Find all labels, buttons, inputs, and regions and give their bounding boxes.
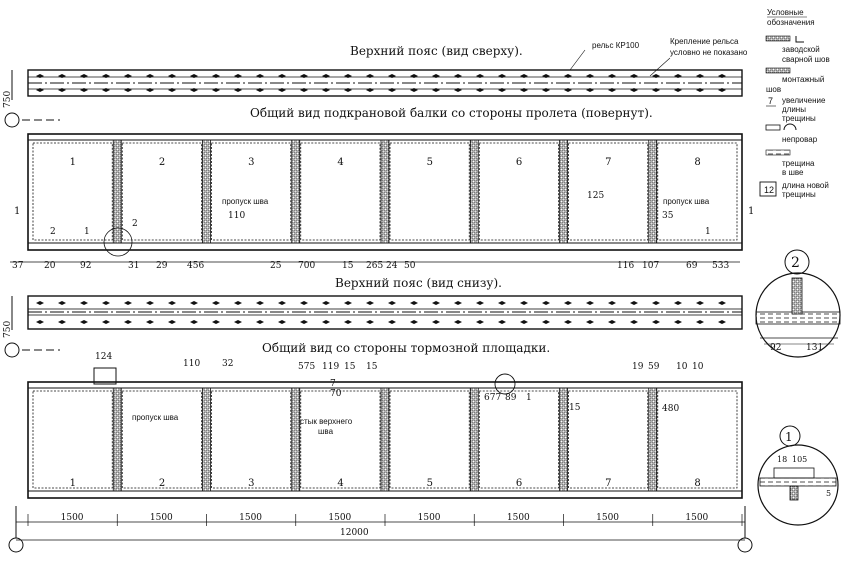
- span-bottom-dim: 116: [617, 261, 635, 271]
- side-dim-bottom: 750: [3, 320, 13, 338]
- brake-span-dim: 1500: [60, 513, 84, 523]
- span-bottom-dim: 31: [128, 261, 140, 271]
- brake-panel-6: 6: [515, 478, 523, 489]
- fastener: [190, 74, 198, 78]
- fastener: [542, 88, 550, 92]
- brake-panel-2: 2: [158, 478, 166, 489]
- legend-crack-2: в шве: [782, 168, 804, 177]
- stiffener: [649, 388, 657, 491]
- span-bottom-dim: 69: [686, 261, 698, 271]
- fastener: [58, 301, 66, 305]
- panel-weld-outline: [212, 391, 291, 488]
- brake-span-dim: 1500: [239, 513, 263, 523]
- rail-fastening-line1: Крепление рельса: [670, 37, 739, 46]
- stiffener: [292, 388, 300, 491]
- brake-top-dimensions: [95, 352, 704, 403]
- legend-factory-2: сварной шов: [782, 55, 830, 64]
- fastener: [80, 74, 88, 78]
- stiffener: [381, 388, 389, 491]
- brake-span-dim: 1500: [596, 513, 620, 523]
- fastener: [300, 320, 308, 324]
- fastener: [212, 320, 220, 324]
- brake-panels: [33, 388, 737, 491]
- bottom-dimension-lines: [16, 522, 745, 540]
- fastener: [564, 301, 572, 305]
- brake-panel-3: 3: [248, 478, 255, 489]
- span-crack-1b: 1: [705, 227, 711, 237]
- fastener: [388, 301, 396, 305]
- fastener: [124, 320, 132, 324]
- fastener: [388, 88, 396, 92]
- fastener: [300, 74, 308, 78]
- brake-dim-15: 15: [569, 403, 581, 413]
- fastener: [278, 74, 286, 78]
- brake-top-dim: 1: [526, 393, 532, 403]
- fastener: [278, 320, 286, 324]
- fastener: [608, 74, 616, 78]
- fastener: [520, 301, 528, 305]
- fastener: [410, 74, 418, 78]
- fastener: [674, 320, 682, 324]
- legend-title-1: Условные: [767, 8, 804, 17]
- fastener: [190, 88, 198, 92]
- stiffener: [649, 140, 657, 243]
- brake-total: 12000: [340, 528, 369, 538]
- fastener: [498, 74, 506, 78]
- fastener: [146, 301, 154, 305]
- brake-top-dim: 7: [330, 379, 336, 389]
- span-panel-3: 3: [248, 157, 255, 168]
- section-mark-right: 1: [748, 206, 755, 217]
- fastener: [476, 74, 484, 78]
- fastener: [344, 88, 352, 92]
- brake-panel-5: 5: [426, 478, 433, 489]
- fastener: [36, 88, 44, 92]
- fastener: [498, 320, 506, 324]
- span-panel-1: 1: [69, 157, 76, 168]
- fastener: [718, 320, 726, 324]
- stiffener: [113, 388, 121, 491]
- fastener: [366, 88, 374, 92]
- fastener: [454, 320, 462, 324]
- fastener: [344, 301, 352, 305]
- fastener: [36, 320, 44, 324]
- fastener: [36, 74, 44, 78]
- fastener: [234, 74, 242, 78]
- legend-growth-1: увеличение: [782, 96, 826, 105]
- fastener: [322, 301, 330, 305]
- fastener: [234, 320, 242, 324]
- detail-1: [758, 426, 838, 525]
- fastener: [124, 301, 132, 305]
- span-callout-2: 2: [132, 219, 138, 229]
- fastener: [432, 320, 440, 324]
- fastener: [476, 301, 484, 305]
- legend-factory-1: заводской: [782, 45, 820, 54]
- stiffener: [470, 388, 478, 491]
- fastener: [80, 301, 88, 305]
- title-top-chord-top: Верхний пояс (вид сверху).: [350, 44, 523, 58]
- brake-top-dim: 15: [366, 362, 378, 372]
- fastener: [696, 301, 704, 305]
- fastener: [432, 74, 440, 78]
- span-bottom-dim: 533: [712, 261, 730, 271]
- fastener: [630, 74, 638, 78]
- span-bottom-dim: 24: [386, 261, 398, 271]
- fastener: [256, 74, 264, 78]
- fastener: [630, 320, 638, 324]
- brake-top-dim: 32: [222, 359, 234, 369]
- fastener: [564, 88, 572, 92]
- fastener: [542, 320, 550, 324]
- fastener: [212, 88, 220, 92]
- brake-joint-1: стык верхнего: [300, 417, 353, 426]
- fastener: [586, 301, 594, 305]
- fastener: [278, 301, 286, 305]
- brake-top-dim: 70: [330, 389, 342, 399]
- detail-2-dim-b: 131: [806, 343, 824, 353]
- fastener: [278, 88, 286, 92]
- brake-span-dim: 1500: [328, 513, 352, 523]
- fastener: [476, 88, 484, 92]
- fastener: [454, 88, 462, 92]
- detail-1-side: 5: [826, 489, 832, 498]
- detail-1-label: 1: [785, 430, 793, 444]
- fastener: [124, 74, 132, 78]
- legend-lack-fusion: непровар: [782, 135, 818, 144]
- span-bottom-dim: 700: [298, 261, 316, 271]
- fastener: [300, 88, 308, 92]
- legend-mount-1: монтажный: [782, 75, 825, 84]
- span-bottom-dim: 107: [642, 261, 660, 271]
- span-side-view: [28, 134, 742, 250]
- title-span-view: Общий вид подкрановой балки со стороны пролета (повернут).: [250, 106, 653, 120]
- brake-top-dim: 575: [298, 362, 316, 372]
- span-crack-1a: 1: [84, 227, 90, 237]
- fastener: [388, 320, 396, 324]
- fastener: [674, 88, 682, 92]
- fastener: [168, 88, 176, 92]
- span-bottom-dim: 15: [342, 261, 354, 271]
- fastener: [454, 74, 462, 78]
- fastener: [146, 320, 154, 324]
- detail-1-dim-b: 105: [792, 455, 808, 464]
- fastener: [322, 88, 330, 92]
- brake-skip-weld: пропуск шва: [132, 413, 179, 422]
- span-bottom-dim: 50: [404, 261, 416, 271]
- brake-span-dimensions: [28, 513, 742, 526]
- brake-panel-4: 4: [337, 478, 344, 489]
- span-bottom-dim: 25: [270, 261, 282, 271]
- rail-fastening-line2: условно не показано: [670, 48, 748, 57]
- brake-span-dim: 1500: [685, 513, 709, 523]
- fastener: [58, 88, 66, 92]
- fastener: [476, 320, 484, 324]
- span-skip-weld-right: пропуск шва: [663, 197, 710, 206]
- brake-span-dim: 1500: [506, 513, 530, 523]
- legend-crack-1: трещина: [782, 159, 815, 168]
- fastener: [234, 88, 242, 92]
- panel-weld-outline: [390, 391, 469, 488]
- fastener: [344, 320, 352, 324]
- fastener: [80, 88, 88, 92]
- fastener: [102, 320, 110, 324]
- fastener: [542, 301, 550, 305]
- fastener: [256, 301, 264, 305]
- panel-weld-outline: [301, 391, 380, 488]
- fastener: [256, 88, 264, 92]
- section-mark-left: 1: [14, 206, 21, 217]
- span-bottom-dim: 265: [366, 261, 384, 271]
- fastener: [58, 320, 66, 324]
- fastener: [718, 74, 726, 78]
- span-dim-125: 125: [587, 191, 605, 201]
- top-chord-bottom-view: [28, 296, 742, 329]
- stiffener: [203, 140, 211, 243]
- span-panel-6: 6: [515, 157, 523, 168]
- fastener: [168, 74, 176, 78]
- fastener: [366, 320, 374, 324]
- legend-growth-3: трещины: [782, 114, 816, 123]
- panel-weld-outline: [33, 391, 112, 488]
- panel-weld-outline: [479, 391, 558, 488]
- span-bottom-dim: 29: [156, 261, 168, 271]
- fastener: [696, 88, 704, 92]
- fastener: [564, 320, 572, 324]
- detail-2-label: 2: [791, 255, 800, 271]
- stiffener: [560, 388, 568, 491]
- detail-1-dim-a: 18: [777, 455, 788, 464]
- fastener: [564, 74, 572, 78]
- fastener: [234, 301, 242, 305]
- fastener: [36, 301, 44, 305]
- brake-top-dim: 119: [322, 362, 340, 372]
- side-dim-top: 750: [3, 90, 13, 108]
- brake-top-dim: 59: [648, 362, 660, 372]
- fastener: [212, 74, 220, 78]
- fastener: [190, 301, 198, 305]
- fastener: [652, 74, 660, 78]
- legend-growth-2: длины: [782, 105, 806, 114]
- fastener: [652, 320, 660, 324]
- fastener: [102, 74, 110, 78]
- fastener: [322, 74, 330, 78]
- span-panel-5: 5: [426, 157, 433, 168]
- legend-new-1: длина новой: [782, 181, 829, 190]
- title-brake-view: Общий вид со стороны тормозной площадки.: [262, 341, 551, 355]
- brake-dim-480: 480: [662, 404, 680, 414]
- fastener: [366, 301, 374, 305]
- span-bottom-dim: 456: [187, 261, 205, 271]
- brake-top-dim: 110: [183, 359, 201, 369]
- fastener: [718, 301, 726, 305]
- fastener: [608, 320, 616, 324]
- fastener: [256, 320, 264, 324]
- fastener: [410, 301, 418, 305]
- stiffener: [470, 140, 478, 243]
- stiffener: [292, 140, 300, 243]
- stiffener: [381, 140, 389, 243]
- fastener: [388, 74, 396, 78]
- fastener: [498, 301, 506, 305]
- fastener: [542, 74, 550, 78]
- fastener: [300, 301, 308, 305]
- brake-top-dim: 10: [676, 362, 688, 372]
- fastener: [102, 88, 110, 92]
- fastener: [322, 320, 330, 324]
- fastener: [520, 88, 528, 92]
- fastener: [146, 74, 154, 78]
- brake-panel-8: 8: [694, 478, 701, 489]
- fastener: [696, 320, 704, 324]
- fastener: [674, 301, 682, 305]
- span-panel-4: 4: [337, 157, 344, 168]
- span-dim-35: 35: [662, 211, 674, 221]
- title-top-chord-bottom: Верхний пояс (вид снизу).: [335, 276, 502, 290]
- fastener: [630, 88, 638, 92]
- legend-new-2: трещины: [782, 190, 816, 199]
- brake-top-dim: 124: [95, 352, 113, 362]
- fastener: [58, 74, 66, 78]
- detail-2-dim-a: 92: [770, 343, 782, 353]
- stiffener: [203, 388, 211, 491]
- fastener: [630, 301, 638, 305]
- fastener: [586, 88, 594, 92]
- span-skip-weld-left: пропуск шва: [222, 197, 269, 206]
- fastener: [168, 301, 176, 305]
- fastener: [366, 74, 374, 78]
- fastener: [586, 320, 594, 324]
- stiffener: [113, 140, 121, 243]
- span-bottom-dim: 92: [80, 261, 92, 271]
- fastener: [344, 74, 352, 78]
- fastener: [212, 301, 220, 305]
- span-panels: [33, 140, 737, 243]
- top-chord-top-view: [28, 70, 742, 96]
- brake-joint-2: шва: [318, 427, 334, 436]
- fastener: [718, 88, 726, 92]
- stiffener: [560, 140, 568, 243]
- brake-top-dim: 677: [484, 393, 502, 403]
- legend-mount-2: шов: [766, 85, 782, 94]
- fastener: [454, 301, 462, 305]
- brake-top-dim: 89: [505, 393, 517, 403]
- span-bottom-dimensions: [10, 261, 740, 271]
- fastener: [124, 88, 132, 92]
- fastener: [696, 74, 704, 78]
- legend-new-num: 12: [764, 185, 775, 195]
- fastener: [652, 88, 660, 92]
- rail-label: рельс КР100: [592, 41, 640, 50]
- brake-top-dim: 19: [632, 362, 644, 372]
- span-panel-7: 7: [605, 157, 612, 168]
- span-panel-8: 8: [694, 157, 701, 168]
- span-bottom-dim: 20: [44, 261, 56, 271]
- legend-growth-num: 7: [768, 96, 774, 106]
- fastener: [674, 74, 682, 78]
- span-bottom-dim: 37: [12, 261, 24, 271]
- legend-title-2: обозначения: [767, 18, 815, 27]
- fastener: [608, 301, 616, 305]
- brake-panel-7: 7: [605, 478, 612, 489]
- panel-weld-outline: [122, 391, 201, 488]
- brake-span-dim: 1500: [417, 513, 441, 523]
- fastener: [190, 320, 198, 324]
- fastener: [102, 301, 110, 305]
- fastener: [146, 88, 154, 92]
- fastener: [520, 320, 528, 324]
- fastener: [432, 88, 440, 92]
- brake-span-dim: 1500: [149, 513, 173, 523]
- fastener: [652, 301, 660, 305]
- span-panel-2: 2: [158, 157, 166, 168]
- span-dim-110: 110: [228, 211, 246, 221]
- brake-panel-1: 1: [69, 478, 76, 489]
- brake-top-dim: 10: [692, 362, 704, 372]
- span-crack-2a: 2: [50, 227, 56, 237]
- fastener: [520, 74, 528, 78]
- brake-top-dim: 15: [344, 362, 356, 372]
- fastener: [608, 88, 616, 92]
- fastener: [586, 74, 594, 78]
- brake-side-view: [28, 368, 742, 498]
- fastener: [410, 88, 418, 92]
- fastener: [432, 301, 440, 305]
- fastener: [410, 320, 418, 324]
- fastener: [498, 88, 506, 92]
- fastener: [168, 320, 176, 324]
- fastener: [80, 320, 88, 324]
